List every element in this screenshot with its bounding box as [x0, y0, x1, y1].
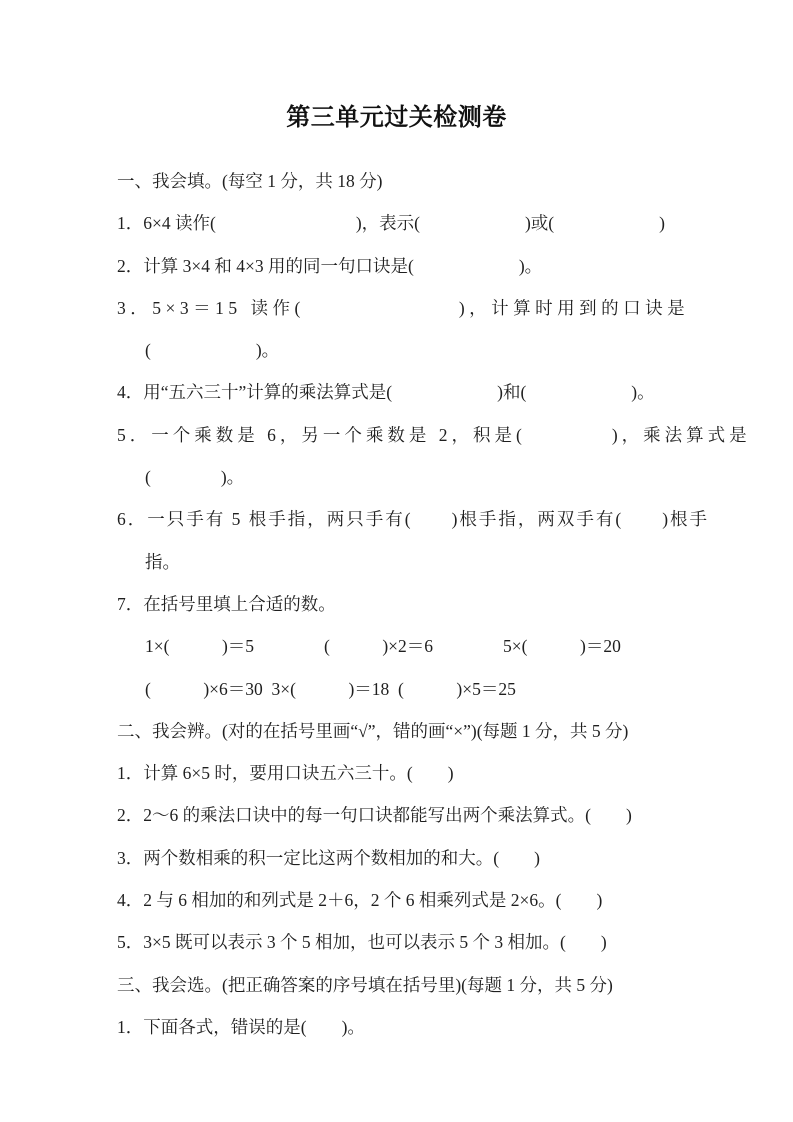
q2-2-judge-line: 2．2～6 的乘法口诀中的每一句口诀都能写出两个乘法算式。( ) [117, 805, 632, 826]
q1-7-prompt: 7．在括号里填上合适的数。 [117, 593, 336, 614]
q3-1-choice-line: 1．下面各式，错误的是( )。 [117, 1016, 365, 1037]
q2-4-judge-line: 4．2 与 6 相加的和列式是 2＋6，2 个 6 相乘列式是 2×6。( ) [117, 890, 603, 911]
section-3-heading: 三、我会选。(把正确答案的序号填在括号里)(每题 1 分，共 5 分) [117, 974, 613, 995]
q1-6-continuation: 指。 [145, 551, 180, 572]
q1-7-equations-row-2: ( )×6＝30 3×( )＝18 ( )×5＝25 [145, 678, 516, 699]
page-title: 第三单元过关检测卷 [286, 104, 507, 131]
section-2-heading: 二、我会辨。(对的在括号里画“√”，错的画“×”)(每题 1 分，共 5 分) [117, 720, 629, 741]
q1-5-continuation: ( )。 [145, 467, 245, 488]
q1-7-equations-row-1: 1×( )＝5 ( )×2＝6 5×( )＝20 [145, 636, 621, 657]
q2-3-judge-line: 3．两个数相乘的积一定比这两个数相加的和大。( ) [117, 847, 540, 868]
q1-3-continuation: ( )。 [145, 340, 280, 361]
section-1-heading: 一、我会填。(每空 1 分，共 18 分) [117, 171, 383, 191]
q2-1-judge-line: 1．计算 6×5 时，要用口诀五六三十。( ) [117, 763, 454, 784]
q2-5-judge-line: 5．3×5 既可以表示 3 个 5 相加，也可以表示 5 个 3 相加。( ) [117, 932, 607, 953]
q1-5-fill-line: 5．一个乘数是 6，另一个乘数是 2，积是( )，乘法算式是 [117, 424, 751, 445]
document-body [117, 160, 751, 1048]
q1-6-fill-line: 6．一只手有 5 根手指，两只手有( )根手指，两双手有( )根手 [117, 509, 710, 530]
q1-2-fill-line: 2．计算 3×4 和 4×3 用的同一句口诀是( )。 [117, 255, 543, 276]
q1-4-fill-line: 4．用“五六三十”计算的乘法算式是( )和( )。 [117, 382, 655, 403]
q1-1-fill-line: 1．6×4 读作( )，表示( )或( ) [117, 213, 665, 234]
q1-3-fill-line: 3．5×3＝15 读作( )，计算时用到的口诀是 [117, 297, 690, 318]
